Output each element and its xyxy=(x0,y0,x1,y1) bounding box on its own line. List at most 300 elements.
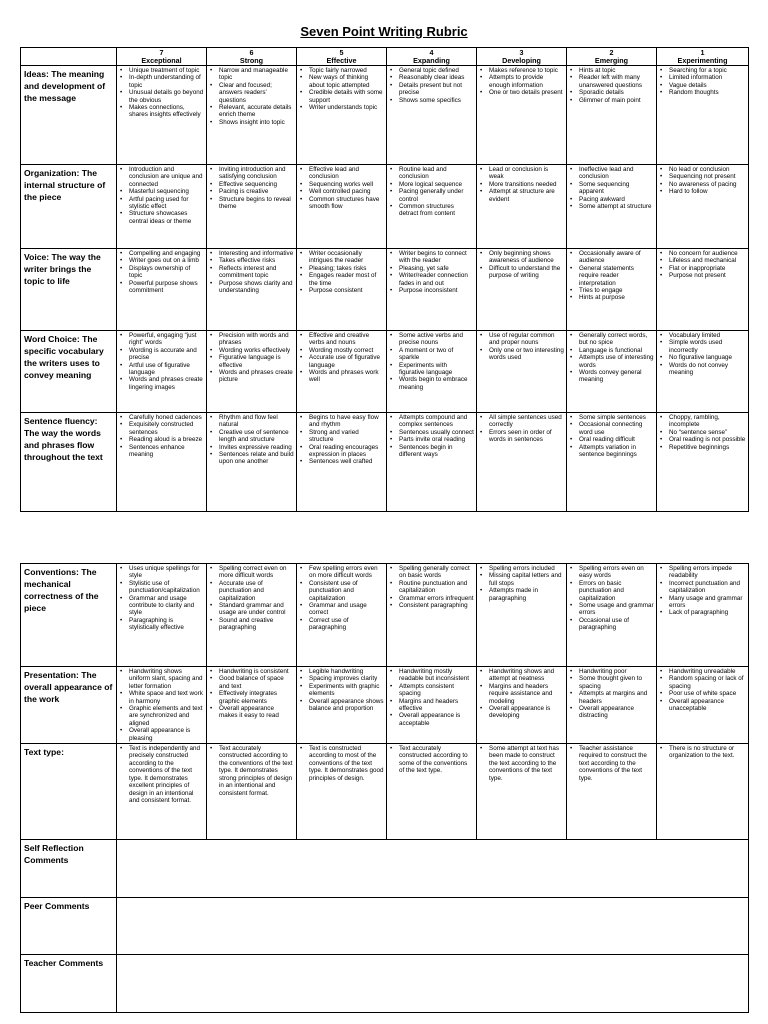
descriptor-item: • Writer occasionally intrigues the reader xyxy=(309,250,384,265)
descriptor-item: • Lifeless and mechanical xyxy=(669,257,746,264)
rubric-body-bottom xyxy=(21,564,749,840)
descriptor-item: • Oral reading encourages expression in places xyxy=(309,444,384,459)
descriptor-list xyxy=(567,165,656,211)
rubric-cell xyxy=(477,667,567,744)
descriptor-item: • Handwriting mostly readable but inconsistent xyxy=(399,668,474,683)
criterion-row xyxy=(21,249,749,331)
rubric-cell xyxy=(207,249,297,331)
level-name: Exceptional xyxy=(141,56,182,65)
descriptor-item: • Writer/reader connection fades in and out xyxy=(399,272,474,287)
level-name: Strong xyxy=(239,56,264,65)
descriptor-item: • Text accurately constructed according to the conventions of the text type. It demonstrates strong principles of design in an intentional and consistent format. xyxy=(219,745,294,797)
descriptor-item: • Unusual details go beyond the obvious xyxy=(129,89,204,104)
descriptor-item: • Hints at topic xyxy=(579,67,654,74)
descriptor-item: • Clear and focused; answers readers' questions xyxy=(219,82,294,104)
descriptor-list xyxy=(657,165,748,197)
descriptor-item: • Some attempt at structure xyxy=(579,203,654,210)
descriptor-item: • Limited information xyxy=(669,74,746,81)
descriptor-item: • Accurate use of punctuation and capitalization xyxy=(219,580,294,602)
rubric-cell xyxy=(117,744,207,840)
descriptor-item: • Spelling errors included xyxy=(489,565,564,572)
descriptor-item: • Handwriting poor xyxy=(579,668,654,675)
descriptor-item: • Wording is accurate and precise xyxy=(129,347,204,362)
level-header xyxy=(297,48,387,66)
descriptor-list xyxy=(207,331,296,385)
comment-label: Teacher Comments xyxy=(21,955,117,1013)
rubric-cell xyxy=(657,667,749,744)
criterion-row xyxy=(21,331,749,413)
criterion-label: Conventions: The mechanical correctness of the piece xyxy=(21,564,117,667)
level-score: 7 xyxy=(159,48,164,57)
rubric-cell xyxy=(117,413,207,512)
descriptor-item: • Reasonably clear ideas xyxy=(399,74,474,81)
descriptor-item: • Paragraphing is stylistically effective xyxy=(129,617,204,632)
descriptor-list xyxy=(207,413,296,467)
rubric-cell xyxy=(387,413,477,512)
descriptor-item: • General statements require reader interpretation xyxy=(579,265,654,287)
descriptor-item: • Inviting introduction and satisfying conclusion xyxy=(219,166,294,181)
descriptor-list xyxy=(207,66,296,127)
descriptor-item: • Routine punctuation and capitalization xyxy=(399,580,474,595)
descriptor-item: • Errors seen in order of words in sentences xyxy=(489,429,564,444)
descriptor-item: • Shows insight into topic xyxy=(219,119,294,126)
comment-row xyxy=(21,898,749,955)
rubric-cell xyxy=(567,413,657,512)
descriptor-item: • Consistent use of punctuation and capitalization xyxy=(309,580,384,602)
descriptor-item: • Artful pacing used for stylistic effect xyxy=(129,196,204,211)
descriptor-item: • Text is constructed according to most of the conventions of the text type. It demonstrates good principles of design. xyxy=(309,745,384,782)
descriptor-item: • Attempts to provide enough information xyxy=(489,74,564,89)
descriptor-list xyxy=(657,331,748,377)
rubric-cell xyxy=(477,249,567,331)
descriptor-item: • Reading aloud is a breeze xyxy=(129,436,204,443)
descriptor-item: • Words and phrases work well xyxy=(309,369,384,384)
descriptor-item: • Details present but not precise xyxy=(399,82,474,97)
rubric-cell xyxy=(477,564,567,667)
rubric-cell xyxy=(297,413,387,512)
criterion-row xyxy=(21,667,749,744)
level-header xyxy=(657,48,749,66)
descriptor-item: • Sound and creative paragraphing xyxy=(219,617,294,632)
descriptor-list xyxy=(567,667,656,721)
descriptor-item: • Occasional connecting word use xyxy=(579,421,654,436)
rubric-cell xyxy=(477,331,567,413)
descriptor-item: • Effective and creative verbs and nouns xyxy=(309,332,384,347)
descriptor-item: • Words and phrases create lingering images xyxy=(129,376,204,391)
rubric-cell xyxy=(657,249,749,331)
descriptor-item: • Handwriting shows and attempt at neatness xyxy=(489,668,564,683)
descriptor-list xyxy=(387,331,476,392)
descriptor-list xyxy=(477,249,566,281)
descriptor-item: • Pacing is creative xyxy=(219,188,294,195)
comment-row xyxy=(21,955,749,1013)
level-name: Experimenting xyxy=(677,56,728,65)
descriptor-item: • Many usage and grammar errors xyxy=(669,595,746,610)
descriptor-item: • Experiments with graphic elements xyxy=(309,683,384,698)
descriptor-item: • Occasional use of paragraphing xyxy=(579,617,654,632)
descriptor-item: • Choppy, rambling, incomplete xyxy=(669,414,746,429)
criterion-label: Word Choice: The specific vocabulary the writers uses to convey meaning xyxy=(21,331,117,413)
descriptor-item: • Masterful sequencing xyxy=(129,188,204,195)
descriptor-item: • More transitions needed xyxy=(489,181,564,188)
descriptor-list xyxy=(477,564,566,603)
descriptor-item: • Common structures have smooth flow xyxy=(309,196,384,211)
rubric-cell xyxy=(567,331,657,413)
descriptor-item: • Handwriting is consistent xyxy=(219,668,294,675)
descriptor-item: • Margins and headers effective xyxy=(399,698,474,713)
descriptor-item: • Sequencing not present xyxy=(669,173,746,180)
rubric-cell xyxy=(297,331,387,413)
descriptor-item: • Some usage and grammar errors xyxy=(579,602,654,617)
descriptor-item: • Grammar and usage contribute to clarity and style xyxy=(129,595,204,617)
descriptor-item: • Standard grammar and usage are under control xyxy=(219,602,294,617)
descriptor-item: • Writer understands topic xyxy=(309,104,384,111)
descriptor-item: • Takes effective risks xyxy=(219,257,294,264)
criterion-label: Voice: The way the writer brings the topic to life xyxy=(21,249,117,331)
level-score: 2 xyxy=(609,48,614,57)
descriptor-item: • Uses unique spellings for style xyxy=(129,565,204,580)
descriptor-list xyxy=(567,66,656,105)
rubric-cell xyxy=(477,413,567,512)
descriptor-item: • Effectively integrates graphic elements xyxy=(219,690,294,705)
descriptor-list xyxy=(567,249,656,303)
rubric-cell xyxy=(387,249,477,331)
descriptor-item: • Precision with words and phrases xyxy=(219,332,294,347)
descriptor-item: • No figurative language xyxy=(669,354,746,361)
criterion-label: Organization: The internal structure of the piece xyxy=(21,165,117,249)
descriptor-item: • More logical sequence xyxy=(399,181,474,188)
descriptor-item: • Overall appearance is developing xyxy=(489,705,564,720)
descriptor-list xyxy=(297,249,386,295)
comment-label: Peer Comments xyxy=(21,898,117,955)
descriptor-item: • Few spelling errors even on more difficult words xyxy=(309,565,384,580)
descriptor-item: • Lack of paragraphing xyxy=(669,609,746,616)
rubric-cell xyxy=(297,66,387,165)
descriptor-list xyxy=(117,331,206,392)
level-score: 3 xyxy=(519,48,524,57)
descriptor-list xyxy=(117,744,206,805)
descriptor-list xyxy=(477,66,566,98)
descriptor-list xyxy=(207,249,296,295)
descriptor-item: • Hard to follow xyxy=(669,188,746,195)
rubric-cell xyxy=(567,744,657,840)
descriptor-item: • Makes reference to topic xyxy=(489,67,564,74)
self-reflection-comment-box[interactable] xyxy=(117,840,749,898)
descriptor-item: • Some active verbs and precise nouns xyxy=(399,332,474,347)
descriptor-item: • Wording works effectively xyxy=(219,347,294,354)
descriptor-item: • Margins and headers require assistance and modeling xyxy=(489,683,564,705)
level-name: Effective xyxy=(326,56,357,65)
descriptor-list xyxy=(387,564,476,610)
descriptor-item: • Some attempt at text has been made to construct the text according to the conventions of the text type. xyxy=(489,745,564,782)
descriptor-item: • Words convey general meaning xyxy=(579,369,654,384)
score-header-row xyxy=(21,48,749,66)
descriptor-item: • Introduction and conclusion are unique and connected xyxy=(129,166,204,188)
descriptor-list xyxy=(207,744,296,798)
criterion-row xyxy=(21,66,749,165)
rubric-cell xyxy=(207,66,297,165)
descriptor-item: • Exquisitely constructed sentences xyxy=(129,421,204,436)
descriptor-item: • Occasionally aware of audience xyxy=(579,250,654,265)
criterion-row xyxy=(21,564,749,667)
descriptor-item: • One or two details present xyxy=(489,89,564,96)
descriptor-list xyxy=(117,249,206,295)
rubric-cell xyxy=(477,66,567,165)
descriptor-list xyxy=(207,667,296,721)
descriptor-item: • Narrow and manageable topic xyxy=(219,67,294,82)
descriptor-list xyxy=(117,66,206,120)
descriptor-item: • Spelling correct even on more difficult words xyxy=(219,565,294,580)
descriptor-item: • Overall appearance is pleasing xyxy=(129,727,204,742)
descriptor-item: • Sporadic details xyxy=(579,89,654,96)
descriptor-list xyxy=(297,413,386,467)
rubric-cell xyxy=(117,165,207,249)
descriptor-item: • Writer goes out on a limb xyxy=(129,257,204,264)
rubric-cell xyxy=(207,744,297,840)
descriptor-list xyxy=(657,249,748,281)
descriptor-item: • Repetitive beginnings xyxy=(669,444,746,451)
descriptor-item: • Attempts variation in sentence beginnings xyxy=(579,444,654,459)
rubric-cell xyxy=(297,165,387,249)
descriptor-item: • Hints at purpose xyxy=(579,294,654,301)
descriptor-item: • Generally correct words, but no spice xyxy=(579,332,654,347)
descriptor-item: • Makes connections, shares insights effectively xyxy=(129,104,204,119)
level-header xyxy=(477,48,567,66)
rubric-cell xyxy=(387,744,477,840)
descriptor-item: • Spelling generally correct on basic words xyxy=(399,565,474,580)
descriptor-item: • Pleasing, yet safe xyxy=(399,265,474,272)
descriptor-item: • Interesting and informative xyxy=(219,250,294,257)
descriptor-item: • Wording mostly correct xyxy=(309,347,384,354)
descriptor-item: • Relevant, accurate details enrich theme xyxy=(219,104,294,119)
rubric-table-top xyxy=(20,47,749,512)
descriptor-item: • Words do not convey meaning xyxy=(669,362,746,377)
peer-comment-box[interactable] xyxy=(117,898,749,955)
descriptor-item: • Sentences well crafted xyxy=(309,458,384,465)
descriptor-item: • Vague details xyxy=(669,82,746,89)
descriptor-list xyxy=(477,165,566,204)
descriptor-item: • Shows some specifics xyxy=(399,97,474,104)
descriptor-list xyxy=(297,165,386,211)
rubric-cell xyxy=(387,667,477,744)
descriptor-item: • Accurate use of figurative language xyxy=(309,354,384,369)
rubric-cell xyxy=(117,66,207,165)
descriptor-item: • Simple words used incorrectly xyxy=(669,339,746,354)
level-name: Expanding xyxy=(413,56,450,65)
descriptor-item: • Handwriting shows uniform slant, spacing and letter formation xyxy=(129,668,204,690)
descriptor-item: • Tries to engage xyxy=(579,287,654,294)
descriptor-item: • Language is functional xyxy=(579,347,654,354)
level-header xyxy=(207,48,297,66)
descriptor-item: • Attempts use of interesting words xyxy=(579,354,654,369)
descriptor-list xyxy=(387,744,476,776)
descriptor-item: • Sentences enhance meaning xyxy=(129,444,204,459)
descriptor-item: • Experiments with figurative language xyxy=(399,362,474,377)
descriptor-item: • Oral reading is not possible xyxy=(669,436,746,443)
descriptor-item: • Missing capital letters and full stops xyxy=(489,572,564,587)
page-title: Seven Point Writing Rubric xyxy=(300,24,468,39)
descriptor-list xyxy=(297,564,386,633)
descriptor-list xyxy=(297,331,386,385)
descriptor-item: • No concern for audience xyxy=(669,250,746,257)
level-name: Emerging xyxy=(594,56,629,65)
criterion-label: Presentation: The overall appearance of the work xyxy=(21,667,117,744)
descriptor-item: • Words and phrases create picture xyxy=(219,369,294,384)
descriptor-list xyxy=(657,667,748,713)
descriptor-list xyxy=(387,413,476,459)
descriptor-list xyxy=(207,564,296,633)
descriptor-item: • Teacher assistance required to construct the text according to the conventions of the text type. xyxy=(579,745,654,782)
descriptor-item: • Random thoughts xyxy=(669,89,746,96)
criterion-label: Text type: xyxy=(21,744,117,840)
comment-label: Self Reflection Comments xyxy=(21,840,117,898)
descriptor-item: • Only beginning shows awareness of audience xyxy=(489,250,564,265)
descriptor-item: • Spelling errors impede readability xyxy=(669,565,746,580)
descriptor-item: • Topic fairly narrowed xyxy=(309,67,384,74)
rubric-cell xyxy=(297,744,387,840)
descriptor-list xyxy=(387,249,476,295)
descriptor-item: • Parts invite oral reading xyxy=(399,436,474,443)
descriptor-item: • Purpose not present xyxy=(669,272,746,279)
descriptor-item: • Structure showcases central ideas or theme xyxy=(129,210,204,225)
level-name: Developing xyxy=(502,56,541,65)
rubric-cell xyxy=(297,249,387,331)
descriptor-item: • Structure begins to reveal theme xyxy=(219,196,294,211)
descriptor-item: • Use of regular common and proper nouns xyxy=(489,332,564,347)
descriptor-item: • Overall appearance shows balance and proportion xyxy=(309,698,384,713)
descriptor-item: • Unique treatment of topic xyxy=(129,67,204,74)
descriptor-item: • Creative use of sentence length and structure xyxy=(219,429,294,444)
descriptor-list xyxy=(117,165,206,226)
rubric-table-bottom xyxy=(20,563,749,1013)
descriptor-list xyxy=(297,744,386,783)
descriptor-item: • Pacing generally under control xyxy=(399,188,474,203)
descriptor-list xyxy=(567,413,656,459)
descriptor-item: • Sentences usually connect xyxy=(399,429,474,436)
rubric-cell xyxy=(477,744,567,840)
descriptor-list xyxy=(567,564,656,633)
descriptor-list xyxy=(657,564,748,618)
descriptor-list xyxy=(387,66,476,105)
descriptor-item: • Correct use of paragraphing xyxy=(309,617,384,632)
descriptor-item: • New ways of thinking about topic attempted xyxy=(309,74,384,89)
rubric-cell xyxy=(297,564,387,667)
descriptor-item: • Only one or two interesting words used xyxy=(489,347,564,362)
descriptor-item: • Incorrect punctuation and capitalization xyxy=(669,580,746,595)
descriptor-item: • Credible details with some support xyxy=(309,89,384,104)
rubric-cell xyxy=(657,66,749,165)
descriptor-item: • Reflects interest and commitment topic xyxy=(219,265,294,280)
descriptor-item: • Invites expressive reading xyxy=(219,444,294,451)
descriptor-list xyxy=(117,564,206,633)
criterion-row xyxy=(21,165,749,249)
descriptor-item: • Attempts consistent spacing xyxy=(399,683,474,698)
descriptor-item: • Some thought given to spacing xyxy=(579,675,654,690)
descriptor-item: • Engages reader most of the time xyxy=(309,272,384,287)
comments-section xyxy=(21,840,749,1013)
descriptor-list xyxy=(117,667,206,743)
descriptor-item: • Stylistic use of punctuation/capitalization xyxy=(129,580,204,595)
descriptor-item: • Strong and varied structure xyxy=(309,429,384,444)
descriptor-item: • Writer begins to connect with the reader xyxy=(399,250,474,265)
level-header xyxy=(387,48,477,66)
rubric-cell xyxy=(207,667,297,744)
descriptor-item: • White space and text work in harmony xyxy=(129,690,204,705)
descriptor-list xyxy=(477,667,566,721)
descriptor-list xyxy=(387,667,476,728)
descriptor-item: • Lead or conclusion is weak xyxy=(489,166,564,181)
descriptor-item: • Good balance of space and text xyxy=(219,675,294,690)
descriptor-item: • Legible handwriting xyxy=(309,668,384,675)
level-header xyxy=(117,48,207,66)
descriptor-item: • Grammar and usage correct xyxy=(309,602,384,617)
descriptor-item: • No awareness of pacing xyxy=(669,181,746,188)
descriptor-list xyxy=(567,744,656,783)
criterion-row xyxy=(21,413,749,512)
descriptor-item: • General topic defined xyxy=(399,67,474,74)
level-score: 4 xyxy=(429,48,434,57)
descriptor-item: • Common structures detract from content xyxy=(399,203,474,218)
rubric-cell xyxy=(387,564,477,667)
descriptor-list xyxy=(657,66,748,98)
rubric-cell xyxy=(117,331,207,413)
descriptor-item: • Purpose consistent xyxy=(309,287,384,294)
descriptor-item: • Oral reading difficult xyxy=(579,436,654,443)
descriptor-item: • Effective lead and conclusion xyxy=(309,166,384,181)
descriptor-item: • Powerful, engaging “just right” words xyxy=(129,332,204,347)
descriptor-item: • A moment or two of sparkle xyxy=(399,347,474,362)
rubric-cell xyxy=(567,249,657,331)
descriptor-item: • Glimmer of main point xyxy=(579,97,654,104)
descriptor-item: • All simple sentences used correctly xyxy=(489,414,564,429)
descriptor-item: • Flat or inappropriate xyxy=(669,265,746,272)
rubric-cell xyxy=(657,744,749,840)
teacher-comment-box[interactable] xyxy=(117,955,749,1013)
rubric-cell xyxy=(657,564,749,667)
descriptor-item: • Overall appearance distracting xyxy=(579,705,654,720)
descriptor-item: • Some sequencing apparent xyxy=(579,181,654,196)
descriptor-list xyxy=(477,413,566,445)
rubric-body-top xyxy=(21,66,749,512)
rubric-cell xyxy=(657,165,749,249)
descriptor-item: • Reader left with many unanswered questions xyxy=(579,74,654,89)
criterion-label: Ideas: The meaning and development of the message xyxy=(21,66,117,165)
descriptor-list xyxy=(567,331,656,385)
descriptor-item: • Consistent paragraphing xyxy=(399,602,474,609)
descriptor-list xyxy=(207,165,296,211)
descriptor-item: • Rhythm and flow feel natural xyxy=(219,414,294,429)
descriptor-item: • No lead or conclusion xyxy=(669,166,746,173)
descriptor-item: • Overall appearance unacceptable xyxy=(669,698,746,713)
descriptor-item: • There is no structure or organization to the text. xyxy=(669,745,746,760)
descriptor-item: • Errors on basic punctuation and capitalization xyxy=(579,580,654,602)
descriptor-item: • Routine lead and conclusion xyxy=(399,166,474,181)
header-blank-cell xyxy=(21,48,117,66)
criterion-row xyxy=(21,744,749,840)
rubric-cell xyxy=(567,667,657,744)
descriptor-item: • Purpose shows clarity and understanding xyxy=(219,280,294,295)
descriptor-item: • Difficult to understand the purpose of writing xyxy=(489,265,564,280)
descriptor-item: • Some simple sentences xyxy=(579,414,654,421)
descriptor-list xyxy=(477,744,566,783)
descriptor-item: • Pacing awkward xyxy=(579,196,654,203)
rubric-cell xyxy=(657,413,749,512)
rubric-cell xyxy=(387,165,477,249)
descriptor-item: • Handwriting unreadable xyxy=(669,668,746,675)
descriptor-item: • Text accurately constructed according to some of the conventions of the text type. xyxy=(399,745,474,775)
rubric-cell xyxy=(657,331,749,413)
rubric-cell xyxy=(117,564,207,667)
